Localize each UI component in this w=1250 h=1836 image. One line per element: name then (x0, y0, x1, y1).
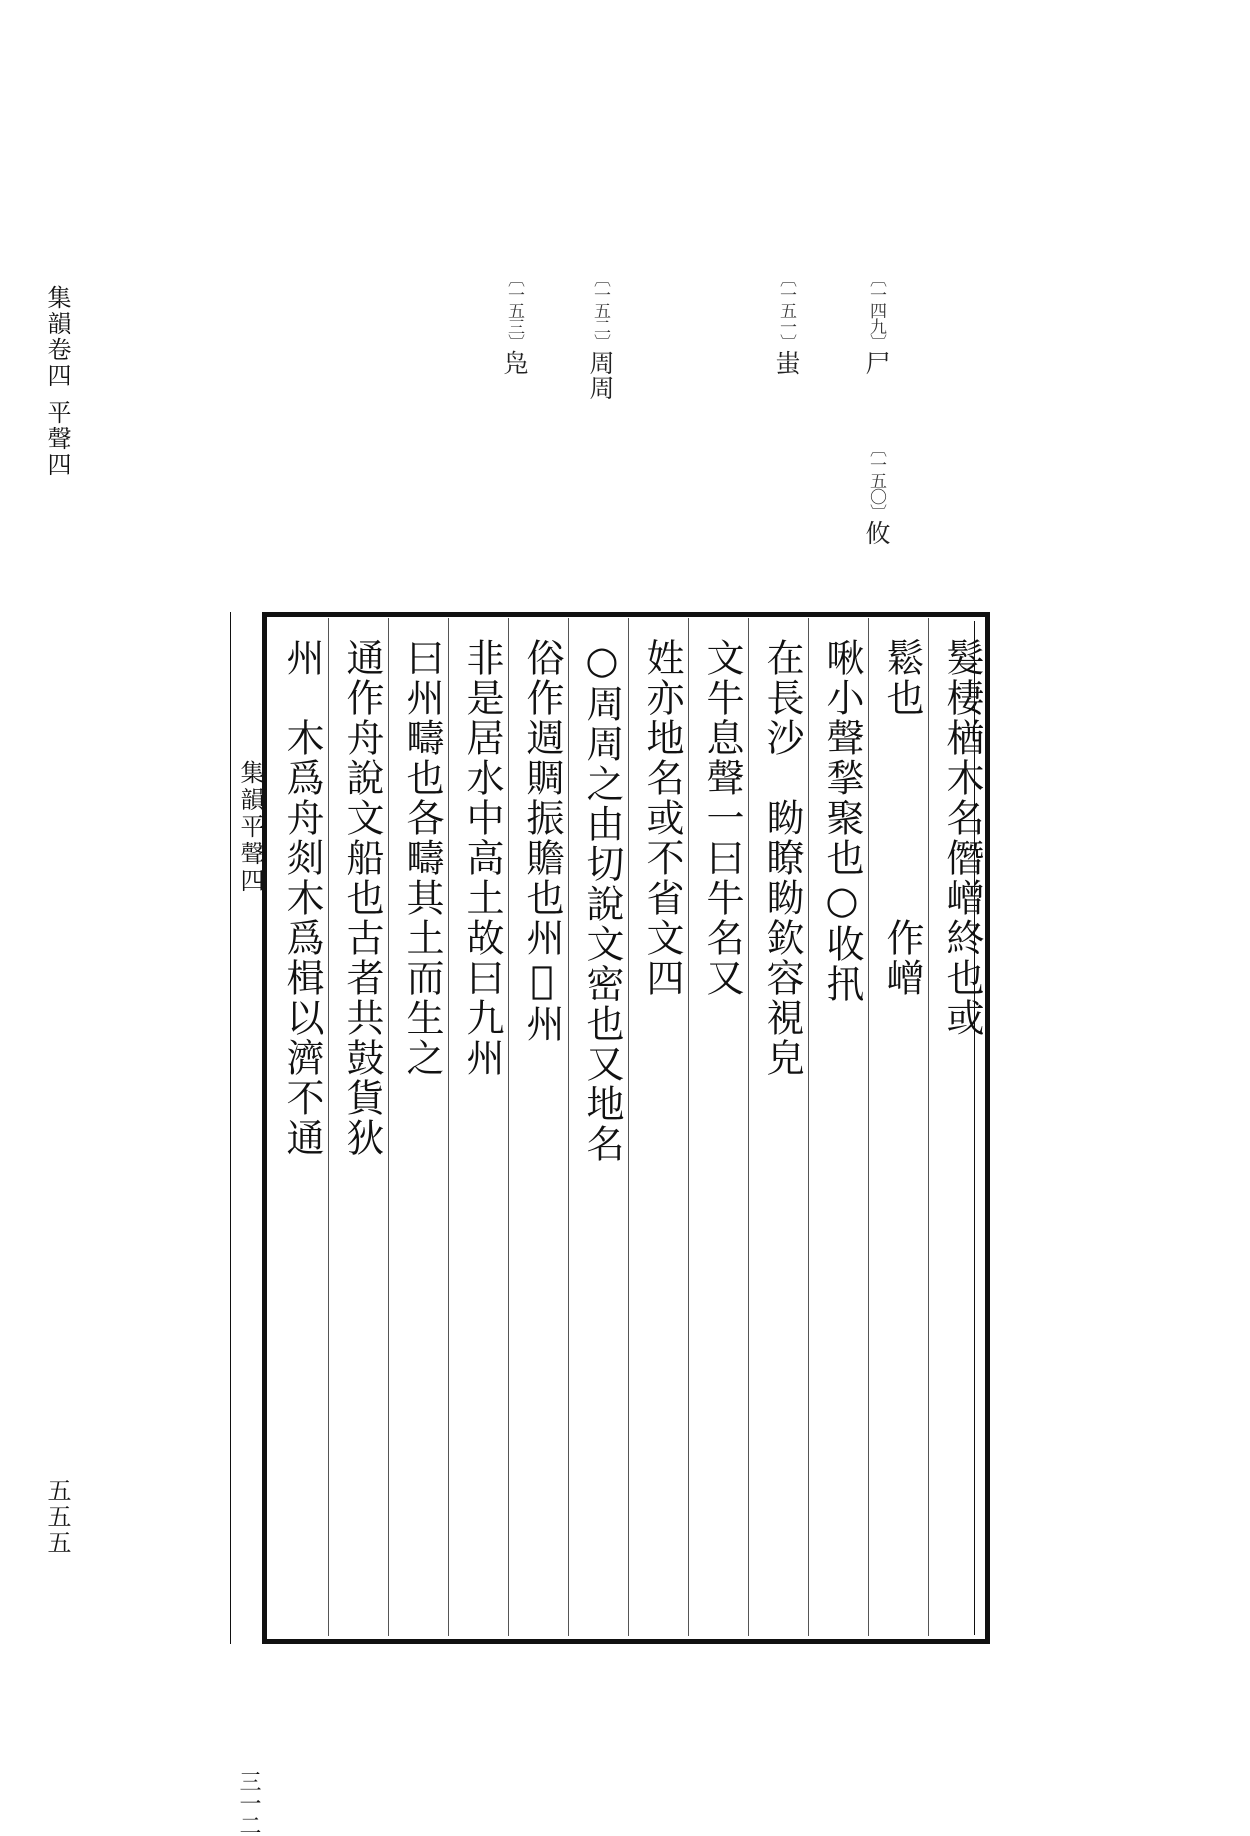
text-column (574, 638, 630, 1628)
collation-note (858, 270, 894, 375)
note-mark: 〔一五〇〕 (866, 440, 886, 520)
column-text: 文牛息聲一曰牛名又 (700, 638, 744, 998)
note-mark: 〔一五一〕 (776, 270, 796, 350)
note-mark: 〔一五三〕 (504, 270, 524, 350)
text-column (874, 638, 930, 1628)
note-text: 蚩 (772, 350, 801, 375)
note-mark: 〔一四九〕 (866, 270, 886, 350)
column-text: 啾小聲揫聚也○收扟 (820, 638, 864, 1004)
column-text: 通作舟說文船也古者共鼓貨狄 (340, 638, 384, 1158)
column-text: 俗作週賙振贍也州𠕀州 (520, 638, 564, 1044)
column-text: 姓亦地名或不省文四 (640, 638, 684, 998)
column-text: 鬆也 作嶒 (880, 638, 924, 1038)
note-text: 尸 (862, 350, 891, 375)
note-mark: 〔一五二〕 (590, 270, 610, 350)
volume-label: 平聲四 (43, 400, 71, 478)
block-page: 三一二 (236, 1770, 261, 1836)
note-text: 攸 (862, 520, 891, 545)
collation-note (768, 270, 804, 375)
collation-note (858, 440, 894, 545)
page-number: 五五五 (43, 1478, 71, 1556)
text-column (754, 638, 810, 1628)
text-column (814, 638, 870, 1628)
text-column (934, 638, 990, 1628)
column-text: 非是居水中高土故曰九州 (460, 638, 504, 1078)
note-text: 周周 (586, 350, 615, 400)
text-column (454, 638, 510, 1628)
text-column (274, 638, 330, 1628)
column-text: 曰州疇也各疇其土而生之 (400, 638, 444, 1078)
block-signature (230, 612, 264, 1836)
text-column (394, 638, 450, 1628)
text-column (334, 638, 390, 1628)
text-column (634, 638, 690, 1628)
column-text: 州 木爲舟剡木爲楫以濟不通 (280, 638, 324, 1158)
block-label: 集韻平聲四 (236, 760, 264, 895)
text-column (694, 638, 750, 1628)
running-title: 集韻卷四 (43, 285, 71, 389)
note-text: 凫 (500, 350, 529, 375)
column-text: 髮棲楢木名僭嶒終也或 (940, 638, 984, 1038)
column-text: 在長沙 眑瞭眑欽容視皃 (760, 638, 804, 1078)
collation-note (582, 270, 618, 400)
collation-note (496, 270, 532, 375)
text-column (514, 638, 570, 1628)
column-text: ○周周之由切說文密也又地名 (580, 638, 624, 1164)
